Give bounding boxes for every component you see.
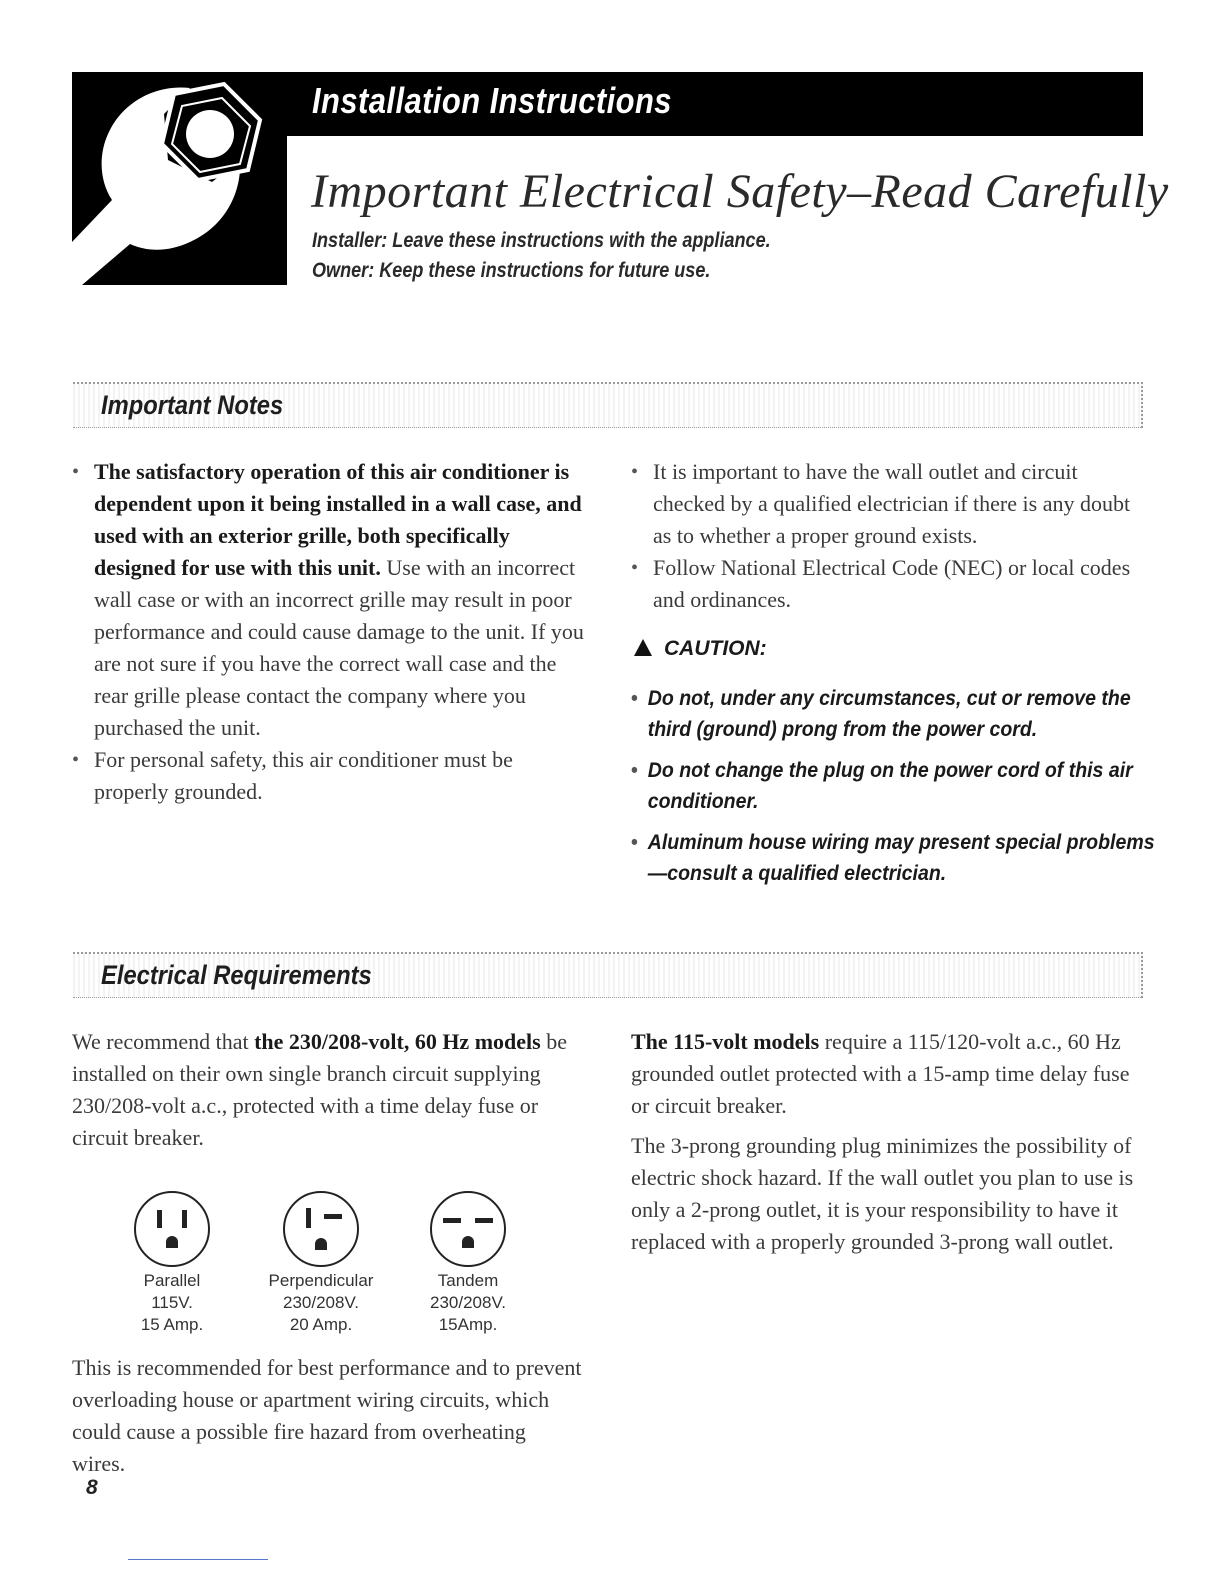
important-notes-left xyxy=(72,456,592,808)
warning-icon xyxy=(634,639,652,656)
header-title: Installation Instructions xyxy=(312,80,672,121)
header-logo xyxy=(72,72,287,285)
electrical-requirements-title: Electrical Requirements xyxy=(101,960,372,990)
electrical-left-intro: We recommend that the 230/208-volt, 60 Hz models be installed on their own single branch circuit supplying 230/208-volt a.c., protected with a time delay fuse or circuit breaker. xyxy=(72,1029,567,1150)
list-item: • It is important to have the wall outlet and circuit checked by a qualified electrician if there is any doubt as to whether a proper ground exists. xyxy=(631,456,1151,552)
electrical-right: The 115-volt models require a 115/120-volt a.c., 60 Hz grounded outlet protected with a 15-amp time delay fuse or circuit breaker. The 3-prong grounding plug minimizes the possibility of electric shock hazard. If the wall outlet you plan to use is only a 2-prong outlet, it is your responsibility to have it replaced with a properly grounded 3-prong wall outlet. xyxy=(631,1029,1134,1254)
electrical-left-bottom: This is recommended for best performance and to prevent overloading house or apartment wiring circuits, which could cause a possible fire hazard from overheating wires. xyxy=(72,1355,582,1476)
footer-divider xyxy=(128,1559,268,1560)
caution-list xyxy=(631,683,1155,899)
tandem-outlet-icon xyxy=(429,1190,507,1268)
wrench-nut-icon xyxy=(72,72,287,285)
page-title: Important Electrical Safety–Read Carefully xyxy=(311,165,1169,218)
caution-item: • Do not change the plug on the power cord of this air conditioner. xyxy=(631,755,1169,817)
outlet-label: Parallel 115V. 15 Amp. xyxy=(140,1271,204,1334)
perpendicular-outlet-icon xyxy=(282,1190,360,1268)
important-notes-title: Important Notes xyxy=(101,390,284,420)
list-item: • Follow National Electrical Code (NEC) or local codes and ordinances. xyxy=(631,552,1151,616)
owner-note: Owner: Keep these instructions for future use. xyxy=(312,259,711,282)
parallel-outlet-icon xyxy=(133,1190,211,1268)
caution-heading: CAUTION: xyxy=(634,637,767,661)
list-item: • The satisfactory operation of this air conditioner is dependent upon it being installed in a wall case, and used with an exterior grille, both specifically designed for use with this unit. Use with an incorrect wall case or with an incorrect grille may result in poor performance and could cause damage to the unit. If you are not sure if you have the correct wall case and the rear grille please contact the company where you purchased the unit. xyxy=(72,456,592,744)
page-number: 8 xyxy=(86,1476,98,1499)
electrical-requirements-bar xyxy=(73,952,1143,998)
caution-item: • Do not, under any circumstances, cut or remove the third (ground) prong from the power cord. xyxy=(631,683,1169,745)
important-notes-right xyxy=(631,456,1151,616)
outlet-label: Tandem 230/208V. 15Amp. xyxy=(430,1271,506,1334)
important-notes-bar xyxy=(73,382,1143,428)
caution-item: • Aluminum house wiring may present special problems—consult a qualified electrician. xyxy=(631,827,1169,889)
outlet-label: Perpendicular 230/208V. 20 Amp. xyxy=(268,1271,374,1334)
installer-note: Installer: Leave these instructions with the appliance. xyxy=(312,229,771,252)
list-item: • For personal safety, this air conditioner must be properly grounded. xyxy=(72,744,592,808)
